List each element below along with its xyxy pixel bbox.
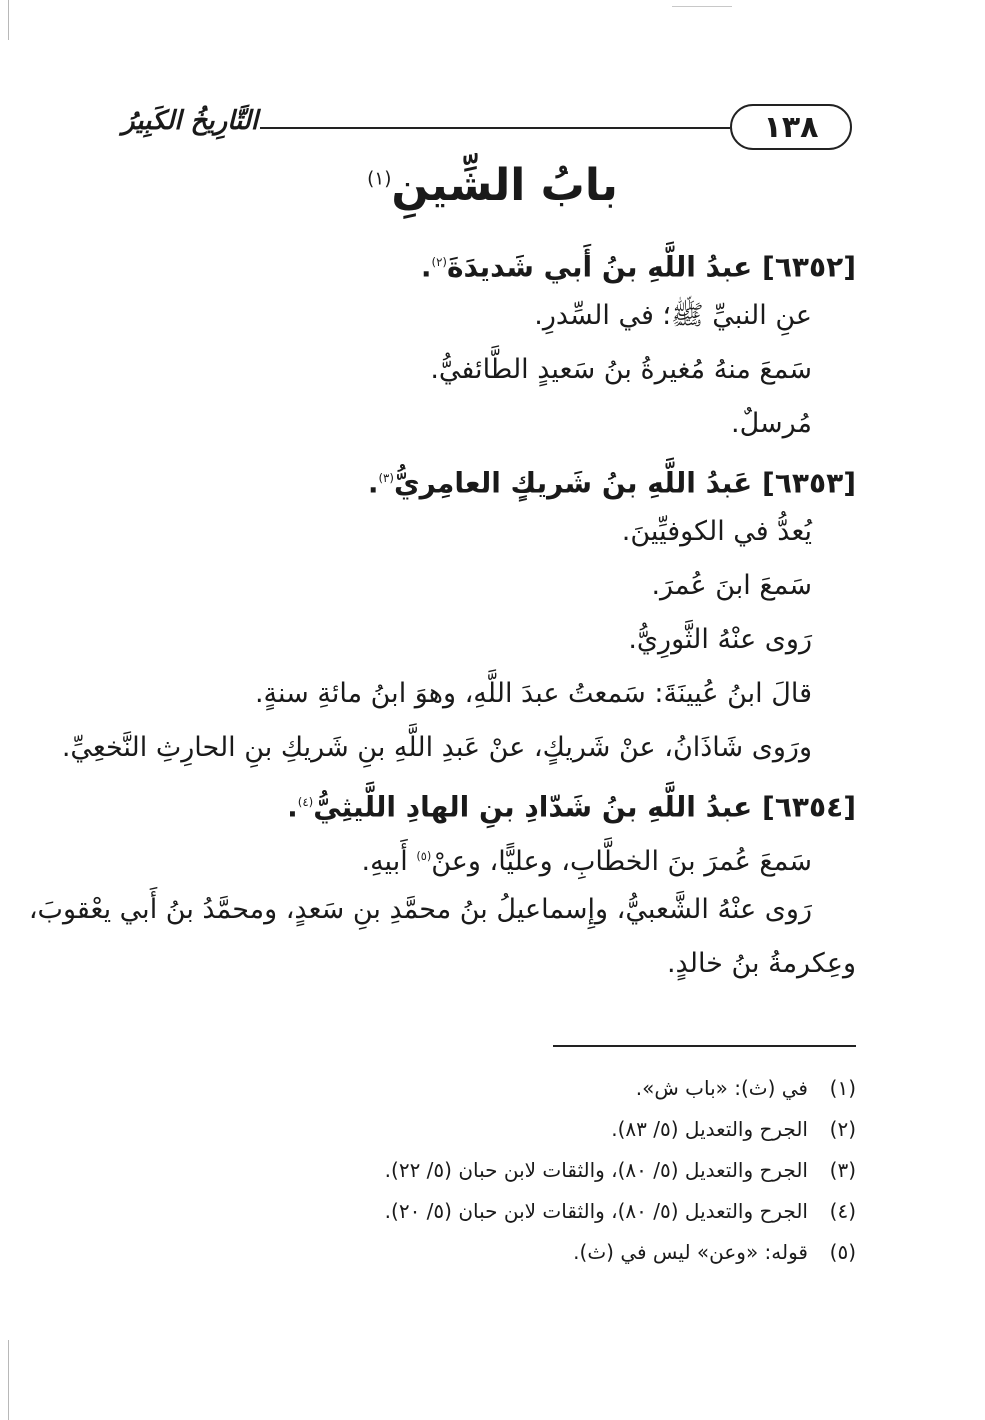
page-number: ١٣٨ bbox=[730, 104, 852, 150]
footnotes bbox=[200, 1068, 856, 1273]
text-line: سَمعَ ابنَ عُمرَ. bbox=[651, 570, 812, 601]
footnote-marker: (١) bbox=[367, 168, 392, 190]
entry-punct: . bbox=[287, 790, 298, 824]
footnote-marker: (٤) bbox=[297, 795, 314, 809]
footnote-item bbox=[200, 1232, 856, 1273]
footnote-item bbox=[200, 1150, 856, 1191]
footnote-number: (٣) bbox=[829, 1158, 856, 1182]
entry-punct: . bbox=[367, 466, 379, 500]
text-line: رَوى عنْهُ الثَّورِيُّ. bbox=[628, 624, 812, 655]
text-line: رَوى عنْهُ الشَّعبيُّ، وإِسماعيلُ بنُ محمَّدِ بنِ سَعدٍ، ومحمَّدُ بنُ أَبي يعْقوبَ، bbox=[28, 894, 812, 925]
footnote-text: في (ث): «باب ش». bbox=[635, 1076, 808, 1100]
scan-edge-line-bottom bbox=[8, 1340, 9, 1420]
chapter-title bbox=[0, 160, 985, 211]
scan-top-mark bbox=[672, 6, 732, 7]
entry-punct: . bbox=[420, 250, 432, 284]
footnote-number: (٢) bbox=[829, 1117, 856, 1141]
running-title: التَّارِيخُ الكَبِيرُ bbox=[121, 106, 259, 136]
chapter-title-text: بابُ الشِّينِ bbox=[391, 160, 618, 211]
text-line: ورَوى شَاذَانُ، عنْ شَريكٍ، عنْ عَبدِ اللَّهِ بنِ شَريكِ بنِ الحارِثِ النَّخعِيِّ. bbox=[61, 732, 812, 763]
entry-heading bbox=[90, 451, 856, 505]
footnote-separator bbox=[553, 1045, 856, 1047]
footnote-number: (٥) bbox=[829, 1240, 856, 1264]
scan-edge-line-top bbox=[8, 0, 9, 40]
entry-heading bbox=[90, 775, 856, 829]
entry-text: [٦٣٥٤] عبدُ اللَّهِ بنُ شَدّادِ بنِ الهادِ اللَّيثِيُّ bbox=[313, 790, 856, 824]
footnote-text: الجرح والتعديل (٥/ ٨٠)، والثقات لابن حبان (٥/ ٢٠). bbox=[384, 1199, 808, 1223]
text-segment: أَبيهِ. bbox=[361, 846, 417, 877]
header-rule bbox=[260, 127, 730, 129]
footnote-number: (١) bbox=[829, 1076, 856, 1100]
footnote-text: الجرح والتعديل (٥/ ٨٣). bbox=[611, 1117, 808, 1141]
text-line: قالَ ابنُ عُيينَةَ: سَمعتُ عبدَ اللَّهِ، وهوَ ابنُ مائةِ سنةٍ. bbox=[254, 678, 812, 709]
entry-text: [٦٣٥٢] عبدُ اللَّهِ بنُ أَبي شَديدَةَ bbox=[446, 250, 856, 284]
entry-text: [٦٣٥٣] عَبدُ اللَّهِ بنُ شَريكٍ العامِريُّ bbox=[393, 466, 856, 500]
main-text bbox=[28, 235, 856, 991]
footnote-text: الجرح والتعديل (٥/ ٨٠)، والثقات لابن حبان (٥/ ٢٢). bbox=[384, 1158, 808, 1182]
text-line: سَمعَ منهُ مُغيرةُ بنُ سَعيدٍ الطَّائفيُّ. bbox=[430, 354, 812, 385]
footnote-marker: (٢) bbox=[431, 255, 447, 269]
footnote-item bbox=[200, 1191, 856, 1232]
page-header bbox=[120, 100, 860, 160]
text-line: يُعدُّ في الكوفيِّينَ. bbox=[621, 516, 812, 547]
text-line: وعِكرمةُ بنُ خالدٍ. bbox=[666, 948, 856, 979]
entry-heading bbox=[90, 235, 856, 289]
text-segment: سَمعَ عُمرَ بنَ الخطَّابِ، وعليًّا، وعنْ bbox=[431, 846, 812, 877]
text-line: عنِ النبيِّ ﷺ؛ في السِّدرِ. bbox=[534, 300, 812, 331]
footnote-marker: (٣) bbox=[378, 471, 394, 485]
text-line: مُرسلٌ. bbox=[730, 408, 812, 439]
text-line bbox=[90, 829, 856, 883]
footnote-number: (٤) bbox=[829, 1199, 856, 1223]
footnote-marker: (٥) bbox=[416, 849, 432, 863]
footnote-item bbox=[200, 1068, 856, 1109]
footnote-text: قوله: «وعن» ليس في (ث). bbox=[573, 1240, 808, 1264]
footnote-item bbox=[200, 1109, 856, 1150]
